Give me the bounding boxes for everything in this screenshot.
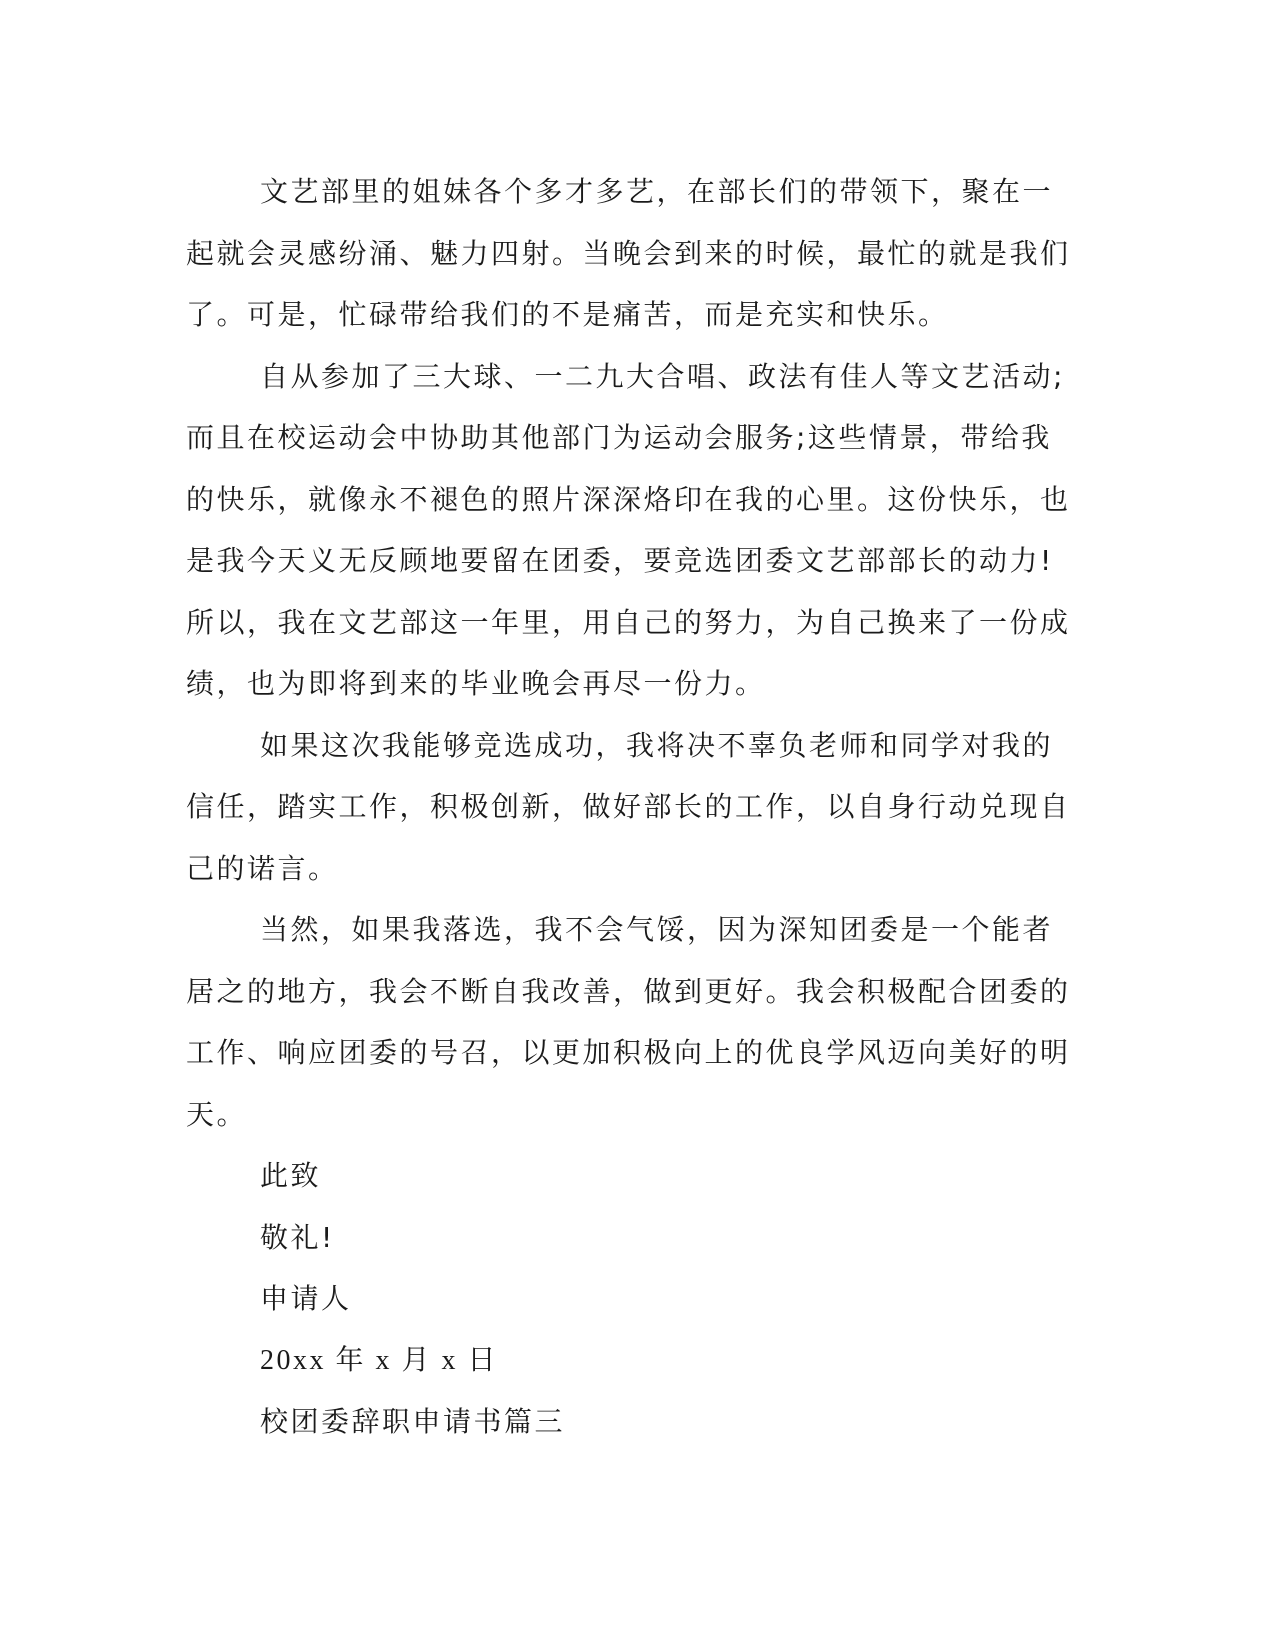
paragraph-3: 如果这次我能够竞选成功，我将决不辜负老师和同学对我的信任，踏实工作，积极创新，做好部长的工作，以自身行动兑现自己的诺言。: [186, 728, 1071, 885]
next-section-title: 校团委辞职申请书篇三: [260, 1405, 566, 1438]
applicant-label: 申请人: [260, 1282, 352, 1315]
document-body: [186, 161, 1071, 1453]
regards: 敬礼!: [260, 1220, 335, 1254]
paragraph-1: 文艺部里的姐妹各个多才多艺，在部长们的带领下，聚在一起就会灵感纷涌、魅力四射。当晚会到来的时候，最忙的就是我们了。可是，忙碌带给我们的不是痛苦，而是充实和快乐。: [186, 175, 1071, 331]
salutation: 此致: [260, 1159, 322, 1192]
date-line: 20xx 年 x 月 x 日: [260, 1344, 499, 1376]
paragraph-2: 自从参加了三大球、一二九大合唱、政法有佳人等文艺活动;而且在校运动会中协助其他部门为运动会服务;这些情景，带给我的快乐，就像永不褪色的照片深深烙印在我的心里。这份快乐，也是我今天义无反顾地要留在团委，要竞选团委文艺部部长的动力!所以，我在文艺部这一年里，用自己的努力，为自己换来了一份成绩，也为即将到来的毕业晚会再尽一份力。: [186, 359, 1071, 700]
paragraph-4: 当然，如果我落选，我不会气馁，因为深知团委是一个能者居之的地方，我会不断自我改善，做到更好。我会积极配合团委的工作、响应团委的号召，以更加积极向上的优良学风迈向美好的明天。: [186, 913, 1071, 1131]
